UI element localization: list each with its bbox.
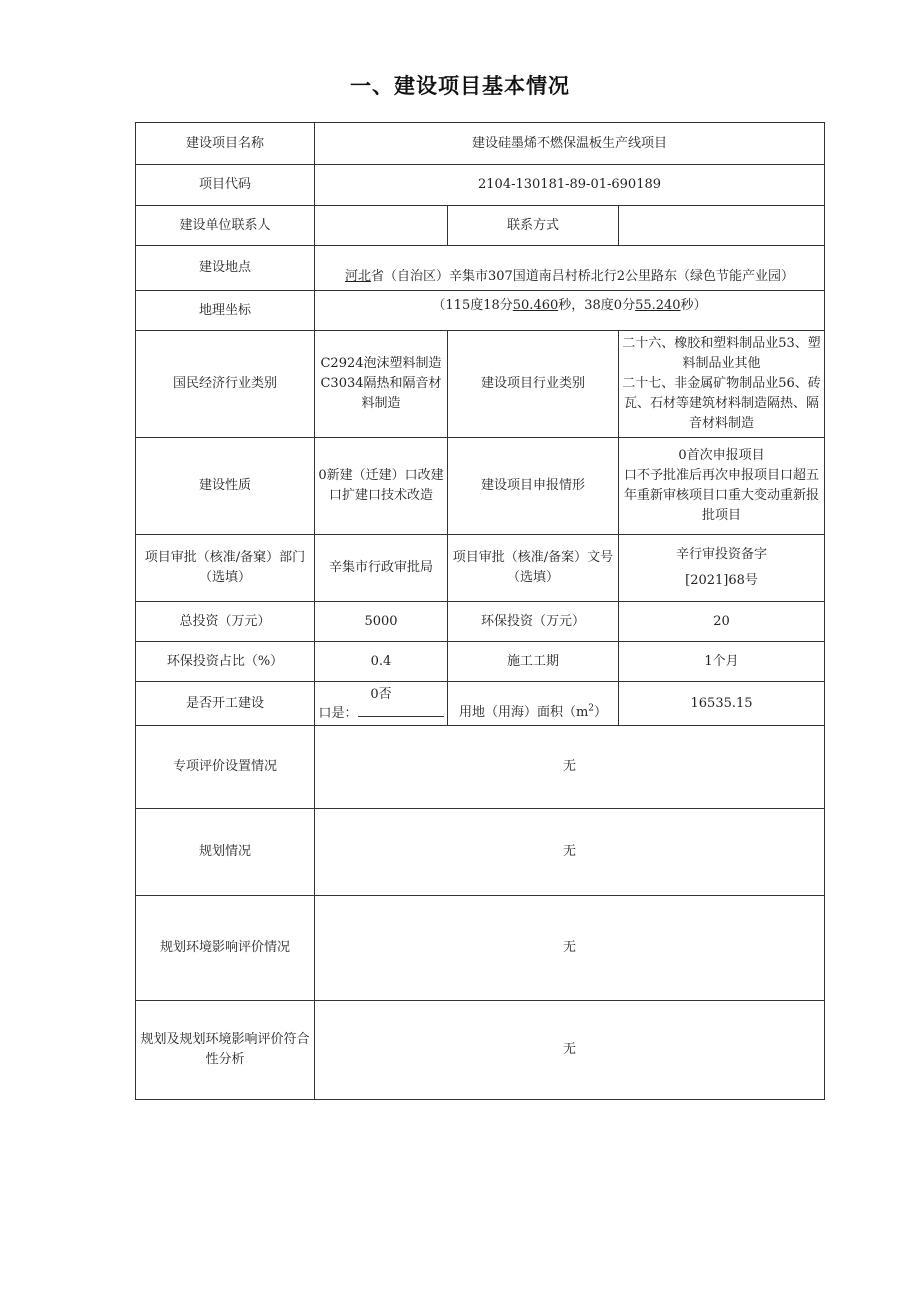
page-title: 一、建设项目基本情况 — [350, 74, 570, 98]
row-compliance — [136, 1001, 825, 1100]
ratio-label: 环保投资占比（%） — [136, 642, 315, 682]
coords-part3: 秒，38度0分 — [558, 298, 636, 313]
row-planning-env — [136, 896, 825, 1001]
project-industry-label: 建设项目行业类别 — [448, 331, 619, 438]
contact-method-value — [619, 206, 825, 246]
row-project-name — [136, 123, 825, 165]
nature-value: 0新建（迁建）口改建口扩建口技术改造 — [315, 438, 448, 535]
special-eval-label: 专项评价设置情况 — [136, 726, 315, 809]
investment-value: 5000 — [315, 602, 448, 642]
project-name-label: 建设项目名称 — [136, 123, 315, 165]
approval-doc-label: 项目审批（核准/备案）文号（选填） — [448, 535, 619, 602]
planning-value: 无 — [315, 809, 825, 896]
started-value — [315, 682, 448, 726]
declaration-line2: 口不予批准后再次申报项目口超五年重新审核项目口重大变动重新报批项目 — [624, 468, 820, 523]
planning-env-label: 规划环境影响评价情况 — [136, 896, 315, 1001]
project-info-table — [135, 122, 825, 1100]
land-area-label-text: 用地（用海）面积（m — [458, 705, 589, 720]
env-investment-label: 环保投资（万元） — [448, 602, 619, 642]
coords-part5: 秒） — [680, 298, 707, 313]
coords-value — [315, 291, 825, 331]
industry-value — [315, 331, 448, 438]
contact-method-label: 联系方式 — [448, 206, 619, 246]
project-code-label: 项目代码 — [136, 165, 315, 206]
location-label: 建设地点 — [136, 246, 315, 291]
env-investment-value: 20 — [619, 602, 825, 642]
project-code-value: 2104-130181-89-01-690189 — [315, 165, 825, 206]
compliance-label: 规划及规划环境影响评价符合性分析 — [136, 1001, 315, 1100]
nature-label: 建设性质 — [136, 438, 315, 535]
row-coords — [136, 291, 825, 331]
row-special-eval — [136, 726, 825, 809]
declaration-value — [619, 438, 825, 535]
location-province: 河北 — [344, 269, 371, 284]
special-eval-value: 无 — [315, 726, 825, 809]
land-area-label-end: ） — [594, 705, 608, 720]
started-date-blank — [358, 703, 444, 717]
row-nature — [136, 438, 825, 535]
period-label: 施工工期 — [448, 642, 619, 682]
row-planning — [136, 809, 825, 896]
project-industry-line2: 二十七、非金属矿物制品业56、砖瓦、石材等建筑材料制造隔热、隔音材料制造 — [622, 376, 821, 431]
location-value — [315, 246, 825, 291]
row-started — [136, 682, 825, 726]
industry-value-line2: C3034隔热和隔音材料制造 — [320, 376, 442, 411]
investment-label: 总投资（万元） — [136, 602, 315, 642]
approval-dept-label: 项目审批（核准/备窠）部门（选填） — [136, 535, 315, 602]
declaration-label: 建设项目申报情形 — [448, 438, 619, 535]
land-area-value: 16535.15 — [619, 682, 825, 726]
row-investment — [136, 602, 825, 642]
started-option-yes — [318, 703, 444, 722]
project-name-value: 建设硅墨烯不燃保温板生产线项目 — [315, 123, 825, 165]
planning-label: 规划情况 — [136, 809, 315, 896]
approval-dept-value: 辛集市行政审批局 — [315, 535, 448, 602]
coords-lat-seconds: 55.240 — [635, 298, 681, 313]
project-industry-line1: 二十六、橡胶和塑料制品业53、塑料制品业其他 — [622, 336, 821, 371]
started-label: 是否开工建设 — [136, 682, 315, 726]
started-option-yes-text: 口是： — [318, 705, 358, 721]
contact-value — [315, 206, 448, 246]
row-industry — [136, 331, 825, 438]
coords-label: 地理坐标 — [136, 291, 315, 331]
industry-value-line1: C2924泡沫塑料制造 — [320, 356, 442, 371]
coords-part1: （115度18分 — [432, 298, 513, 313]
location-rest: 省（自治区）辛集市307国道南吕村桥北行2公里路东（绿色节能产业园） — [370, 269, 795, 284]
land-area-label — [448, 682, 619, 726]
row-contact — [136, 206, 825, 246]
industry-label: 国民经济行业类别 — [136, 331, 315, 438]
row-project-code — [136, 165, 825, 206]
row-location — [136, 246, 825, 291]
ratio-value: 0.4 — [315, 642, 448, 682]
row-approval — [136, 535, 825, 602]
row-ratio — [136, 642, 825, 682]
approval-doc-line2: [2021]68号 — [685, 573, 758, 588]
coords-lon-seconds: 50.460 — [512, 298, 559, 313]
period-value: 1个月 — [619, 642, 825, 682]
approval-doc-value — [619, 535, 825, 602]
contact-label: 建设单位联系人 — [136, 206, 315, 246]
compliance-value: 无 — [315, 1001, 825, 1100]
project-industry-value — [619, 331, 825, 438]
land-area-label-sup: 2 — [588, 703, 595, 714]
declaration-line1: 0首次申报项目 — [678, 448, 765, 463]
approval-doc-line1: 辛行审投资备字 — [676, 547, 768, 562]
planning-env-value: 无 — [315, 896, 825, 1001]
started-option-no: 0否 — [370, 686, 392, 702]
